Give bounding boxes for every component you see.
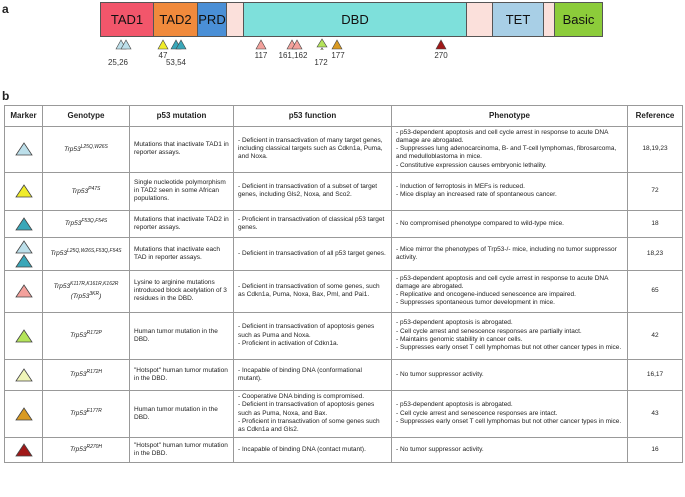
phenotype-line: - Replicative and oncogene-induced senescence are impaired. xyxy=(396,291,576,299)
header-function: p53 function xyxy=(234,106,392,127)
domain-tet-label: TET xyxy=(505,12,531,27)
function-cell xyxy=(234,237,392,270)
reference-cell: 16,17 xyxy=(628,359,683,390)
marker-cell xyxy=(5,127,43,173)
genotype-alias-superscript: 3KR xyxy=(89,291,100,298)
mutation-cell: Single nucleotide polymorphism in TAD2 seen in some African populations. xyxy=(130,172,234,210)
triangle-117 xyxy=(256,40,266,49)
genotype-text: Trp53 xyxy=(71,188,89,196)
reference-cell: 72 xyxy=(628,172,683,210)
domain-basic xyxy=(554,2,603,37)
phenotype-line: - p53-dependent apoptosis is abrogated. xyxy=(396,319,513,327)
reference-cell: 16 xyxy=(628,437,683,462)
genotype-cell xyxy=(43,127,130,173)
table-row xyxy=(5,270,683,312)
linker-1 xyxy=(226,2,244,37)
phenotype-cell xyxy=(392,390,628,437)
function-line: - Proficient in transactivation of classical p53 target genes. xyxy=(238,215,385,231)
phenotype-line: - Suppresses lung adenocarcinoma, B- and T-cell lymphomas, fibrosarcoma, and medulloblastoma in mice. xyxy=(396,145,617,161)
table-row xyxy=(5,210,683,237)
function-line: - Deficient in transactivation of all p53 target genes. xyxy=(238,249,386,257)
triangle-177 xyxy=(332,40,342,49)
position-label-47: 47 xyxy=(158,51,168,60)
domain-prd xyxy=(197,2,227,37)
genotype-superscript: R270H xyxy=(86,444,103,451)
table-row xyxy=(5,172,683,210)
genotype-cell xyxy=(43,359,130,390)
genotype-cell xyxy=(43,437,130,462)
triangle-47 xyxy=(158,40,168,49)
genotype-text: Trp53 xyxy=(70,332,87,340)
genotype-superscript: K117R,K161R,K162R xyxy=(70,280,119,287)
marker-cell xyxy=(5,390,43,437)
phenotype-line: - Maintains genomic stability in cancer cells. xyxy=(396,335,523,343)
marker-cell xyxy=(5,237,43,270)
function-cell xyxy=(234,312,392,359)
genotype-alias-end: ) xyxy=(99,293,102,301)
genotype-cell xyxy=(43,270,130,312)
table-row xyxy=(5,127,683,173)
panel-a-label: a xyxy=(2,2,9,16)
marker-triangle xyxy=(15,284,33,298)
phenotype-line: - Mice mirror the phenotypes of Trp53-/- mice, including no tumor suppressor activity. xyxy=(396,245,617,261)
phenotype-line: - No tumor suppressor activity. xyxy=(396,445,484,453)
function-cell xyxy=(234,127,392,173)
marker-triangle xyxy=(15,443,33,457)
header-reference: Reference xyxy=(628,106,683,127)
domain-dbd-label: DBD xyxy=(341,12,369,27)
domain-tad2 xyxy=(153,2,198,37)
table-header-row xyxy=(5,106,683,127)
genotype-text: Trp53 xyxy=(64,220,82,228)
genotype-text: Trp53 xyxy=(53,283,71,290)
function-line: - Deficient in transactivation of a subset of target genes, including Gls2, Noxa, and Sco2. xyxy=(238,183,378,199)
reference-cell: 18,23 xyxy=(628,237,683,270)
triangle-172-b xyxy=(317,48,327,50)
marker-cell xyxy=(5,359,43,390)
domain-dbd xyxy=(243,2,467,37)
domain-tad2-label: TAD2 xyxy=(159,12,192,27)
function-line: - Deficient in transactivation of some genes, such as Cdkn1a, Puma, Noxa, Bax, Pml, and Pai1. xyxy=(238,283,380,299)
position-label-172: 172 xyxy=(314,58,328,67)
linker-2 xyxy=(466,2,493,37)
function-line: - Deficient in transactivation of apoptosis genes such as Puma and Noxa. xyxy=(238,323,375,339)
genotype-superscript: R172H xyxy=(86,369,103,376)
phenotype-cell xyxy=(392,127,628,173)
table-row xyxy=(5,237,683,270)
marker-triangle xyxy=(15,368,33,382)
phenotype-cell xyxy=(392,270,628,312)
function-cell xyxy=(234,359,392,390)
phenotype-line: - Suppresses spontaneous tumor development in mice. xyxy=(396,299,555,307)
mutation-table xyxy=(4,105,683,463)
phenotype-cell xyxy=(392,359,628,390)
genotype-cell xyxy=(43,390,130,437)
phenotype-line: - Constitutive expression causes embryonic lethality. xyxy=(396,161,547,169)
genotype-cell xyxy=(43,312,130,359)
position-label-53-54: 53,54 xyxy=(165,58,187,67)
marker-triangle xyxy=(15,217,33,231)
domain-tad1-label: TAD1 xyxy=(110,12,144,27)
marker-triangle xyxy=(15,184,33,198)
genotype-superscript: L25Q,W26S xyxy=(80,144,108,151)
phenotype-line: - Suppresses early onset T cell lymphomas but not other cancer types in mice. xyxy=(396,417,622,425)
genotype-text: Trp53 xyxy=(64,146,81,154)
mutation-cell: Human tumor mutation in the DBD. xyxy=(130,390,234,437)
mutation-cell: Mutations that inactivate TAD2 in reporter assays. xyxy=(130,210,234,237)
reference-cell: 18 xyxy=(628,210,683,237)
reference-cell: 65 xyxy=(628,270,683,312)
marker-cell xyxy=(5,210,43,237)
function-line: - Deficient in transactivation of apoptosis genes such as Puma, Noxa, and Bax. xyxy=(238,401,375,417)
marker-cell xyxy=(5,270,43,312)
phenotype-cell xyxy=(392,210,628,237)
phenotype-line: - Mice display an increased rate of spontaneous cancer. xyxy=(396,191,557,199)
position-label-161-162: 161,162 xyxy=(278,51,308,60)
phenotype-line: - p53-dependent apoptosis and cell cycle arrest in response to acute DNA damage are abrogated. xyxy=(396,274,609,290)
phenotype-line: - No tumor suppressor activity. xyxy=(396,370,484,378)
domain-tet xyxy=(492,2,544,37)
function-line: - Cooperative DNA binding is compromised. xyxy=(238,393,365,401)
position-label-117: 117 xyxy=(254,51,268,60)
table-row xyxy=(5,359,683,390)
genotype-superscript: L25Q,W26S,F53Q,F54S xyxy=(67,248,122,255)
marker-cell xyxy=(5,437,43,462)
mutation-cell: Lysine to arginine mutations introduced block acetylation of 3 residues in the DBD. xyxy=(130,270,234,312)
marker-cell xyxy=(5,312,43,359)
panel-b-label: b xyxy=(2,89,10,103)
genotype-superscript: E177R xyxy=(86,408,102,415)
function-cell xyxy=(234,172,392,210)
mutation-cell: Mutations that inactivate each TAD in reporter assays. xyxy=(130,237,234,270)
mutation-cell: Mutations that inactivate TAD1 in reporter assays. xyxy=(130,127,234,173)
phenotype-line: - Suppresses early onset T cell lymphomas but not other cancer types in mice. xyxy=(396,343,622,351)
function-cell xyxy=(234,437,392,462)
triangle-270 xyxy=(436,40,446,49)
phenotype-cell xyxy=(392,172,628,210)
reference-cell: 42 xyxy=(628,312,683,359)
domain-prd-label: PRD xyxy=(198,12,226,27)
phenotype-line: - p53-dependent apoptosis is abrogated. xyxy=(396,401,513,409)
position-label-270: 270 xyxy=(434,51,448,60)
marker-triangle xyxy=(15,240,33,254)
mutation-cell: Human tumor mutation in the DBD. xyxy=(130,312,234,359)
phenotype-line: - Induction of ferroptosis in MEFs is reduced. xyxy=(396,183,525,190)
table-row xyxy=(5,437,683,462)
mutation-cell: "Hotspot" human tumor mutation in the DBD. xyxy=(130,437,234,462)
genotype-superscript: R172P xyxy=(86,330,102,337)
genotype-cell xyxy=(43,237,130,270)
function-cell xyxy=(234,270,392,312)
function-line: - Incapable of binding DNA (conformational mutant). xyxy=(238,366,362,382)
function-line: - Proficient in transactivation of some genes such as Cdkn1a and Gls2. xyxy=(238,417,380,433)
function-cell xyxy=(234,210,392,237)
genotype-cell xyxy=(43,172,130,210)
marker-triangle xyxy=(15,407,33,421)
reference-cell: 43 xyxy=(628,390,683,437)
phenotype-cell xyxy=(392,312,628,359)
table-row xyxy=(5,390,683,437)
triangle-172-a xyxy=(317,39,327,47)
function-line: - Deficient in transactivation of many target genes, including classical targets such as Cdkn1a, Puma, and Noxa. xyxy=(238,137,383,161)
genotype-superscript: P47S xyxy=(88,185,101,192)
reference-cell: 18,19,23 xyxy=(628,127,683,173)
genotype-text: Trp53 xyxy=(70,410,87,418)
mutation-cell: "Hotspot" human tumor mutation in the DBD. xyxy=(130,359,234,390)
function-cell xyxy=(234,390,392,437)
header-marker: Marker xyxy=(5,106,43,127)
phenotype-line: - No compromised phenotype compared to wild-type mice. xyxy=(396,219,564,227)
mutation-triangles xyxy=(0,36,685,50)
genotype-text: Trp53 xyxy=(69,446,87,454)
phenotype-cell xyxy=(392,437,628,462)
domain-basic-label: Basic xyxy=(562,12,595,27)
phenotype-line: - Cell cycle arrest and senescence responses are intact. xyxy=(396,409,558,417)
position-label-177: 177 xyxy=(331,51,345,60)
phenotype-line: - p53-dependent apoptosis and cell cycle arrest in response to acute DNA damage are abrogated. xyxy=(396,129,609,145)
header-mutation: p53 mutation xyxy=(130,106,234,127)
position-label-25-26: 25,26 xyxy=(107,58,129,67)
genotype-alias-text: (Trp53 xyxy=(70,293,90,301)
genotype-superscript: F53Q,F54S xyxy=(81,218,108,225)
phenotype-line: - Cell cycle arrest and senescence responses are partially intact. xyxy=(396,327,582,335)
genotype-text: Trp53 xyxy=(50,250,67,258)
genotype-text: Trp53 xyxy=(69,371,87,379)
marker-cell xyxy=(5,172,43,210)
function-line: - Proficient in activation of Cdkn1a. xyxy=(238,339,339,347)
marker-triangle xyxy=(15,329,33,343)
marker-triangle xyxy=(15,142,33,156)
function-line: - Incapable of binding DNA (contact mutant). xyxy=(238,445,366,453)
marker-triangle xyxy=(15,254,33,268)
header-genotype: Genotype xyxy=(43,106,130,127)
genotype-cell xyxy=(43,210,130,237)
header-phenotype: Phenotype xyxy=(392,106,628,127)
phenotype-cell xyxy=(392,237,628,270)
domain-tad1 xyxy=(100,2,154,37)
table-row xyxy=(5,312,683,359)
